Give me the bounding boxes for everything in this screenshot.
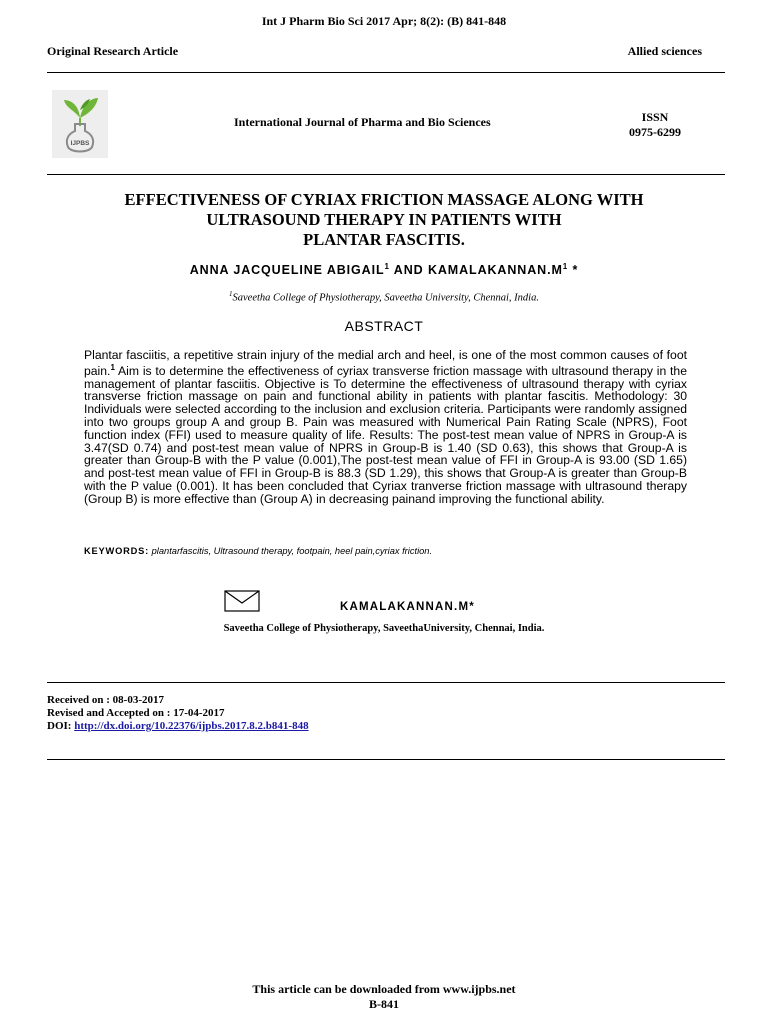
article-type: Original Research Article xyxy=(47,44,179,58)
title-line: EFFECTIVENESS OF CYRIAX FRICTION MASSAGE ALONG WITH xyxy=(124,190,644,209)
author-name: ANNA JACQUELINE ABIGAIL xyxy=(189,263,385,278)
title-line: ULTRASOUND THERAPY IN PATIENTS WITH xyxy=(206,210,562,229)
author-affiliation xyxy=(0,290,768,304)
citation-mark: 1 xyxy=(110,362,115,372)
abstract-heading: ABSTRACT xyxy=(344,318,424,334)
envelope-icon xyxy=(224,590,260,617)
abstract-body xyxy=(84,349,687,506)
received-date: Received on : 08-03-2017 xyxy=(47,694,165,706)
footer-download-note: This article can be downloaded from www.ijpbs.net xyxy=(252,982,516,996)
doi-link[interactable]: http://dx.doi.org/10.22376/ijpbs.2017.8.2.b841-848 xyxy=(74,720,309,732)
journal-name: International Journal of Pharma and Bio Sciences xyxy=(234,115,491,129)
affiliation-mark: 1 xyxy=(229,290,233,298)
logo-text: IJPBS xyxy=(70,140,90,147)
author-separator: AND xyxy=(389,263,428,278)
title-line: PLANTAR FASCITIS. xyxy=(303,230,465,249)
issn-number: 0975-6299 xyxy=(629,125,681,139)
page-number: B-841 xyxy=(369,997,399,1011)
affiliation-text: Saveetha College of Physiotherapy, Saveetha University, Chennai, India. xyxy=(232,292,539,304)
author-affiliation-mark: 1 xyxy=(384,262,390,271)
article-title xyxy=(60,190,708,250)
author-affiliation-mark: 1 xyxy=(562,262,569,271)
corresponding-author-name: KAMALAKANNAN.M* xyxy=(340,601,475,613)
abstract-text: Aim is to determine the effectiveness of cyriax transverse friction massage with ultrasound therapy in the management of plantar fasciitis. Objective is To determine the effectiveness of ultrasound therapy with cyriax transverse friction massage on pain and functional ability in patients with plantar fascitis. Methodology: 30 Individuals were selected according to the inclusion and exclusion criteria. Participants were randomly assigned into two groups group A and group B. Pain was measured with Numerical Pain Rating Scale (NPRS), Foot function index (FFI) used to measure quality of life. Results: The post-test mean value of NPRS in Group-A is 3.47(SD 0.74) and post-test mean value of NPRS in Group-B is 1.40 (SD 0.63), this shows that Group-A is greater than Group-B with the P value (0.001),The post-test mean value of FFI in Group-A is 93.00 (SD 1.65) and post-test mean value of FFI in Group-B is 88.3 (SD 1.29), this shows that Group-A is greater than Group-B with the P value (0.001). It has been concluded that Cyriax tranverse friction massage with ultrasound therapy (Group B) is more effective than (Group A) in decreasing painand improving the functional ability. xyxy=(84,363,687,506)
masthead-divider xyxy=(47,174,725,175)
article-dates xyxy=(47,694,309,733)
dates-top-divider xyxy=(47,682,725,683)
header-divider xyxy=(47,72,725,73)
keywords-text: plantarfascitis, Ultrasound therapy, footpain, heel pain,cyriax friction. xyxy=(149,546,433,556)
issn-label: ISSN xyxy=(641,110,669,124)
author-name: KAMALAKANNAN.M xyxy=(427,263,563,278)
keywords xyxy=(84,546,432,556)
keywords-label: KEYWORDS: xyxy=(84,546,150,556)
corresponding-mark: * xyxy=(568,263,579,278)
corresponding-author-affiliation: Saveetha College of Physiotherapy, SaveethaUniversity, Chennai, India. xyxy=(223,623,545,634)
author-list xyxy=(0,262,768,277)
abstract-text: Plantar fasciitis, a repetitive strain injury of the medial arch and heel, is one of the most common causes of foot pain. xyxy=(84,348,687,378)
doi-line xyxy=(47,720,309,733)
journal-logo xyxy=(52,90,108,158)
flask-leaf-logo-icon xyxy=(52,90,108,158)
section-label: Allied sciences xyxy=(627,44,702,58)
journal-citation: Int J Pharm Bio Sci 2017 Apr; 8(2): (B) 841-848 xyxy=(261,14,507,28)
revised-date: Revised and Accepted on : 17-04-2017 xyxy=(47,707,225,719)
doi-label: DOI: xyxy=(47,720,75,732)
dates-bottom-divider xyxy=(47,759,725,760)
